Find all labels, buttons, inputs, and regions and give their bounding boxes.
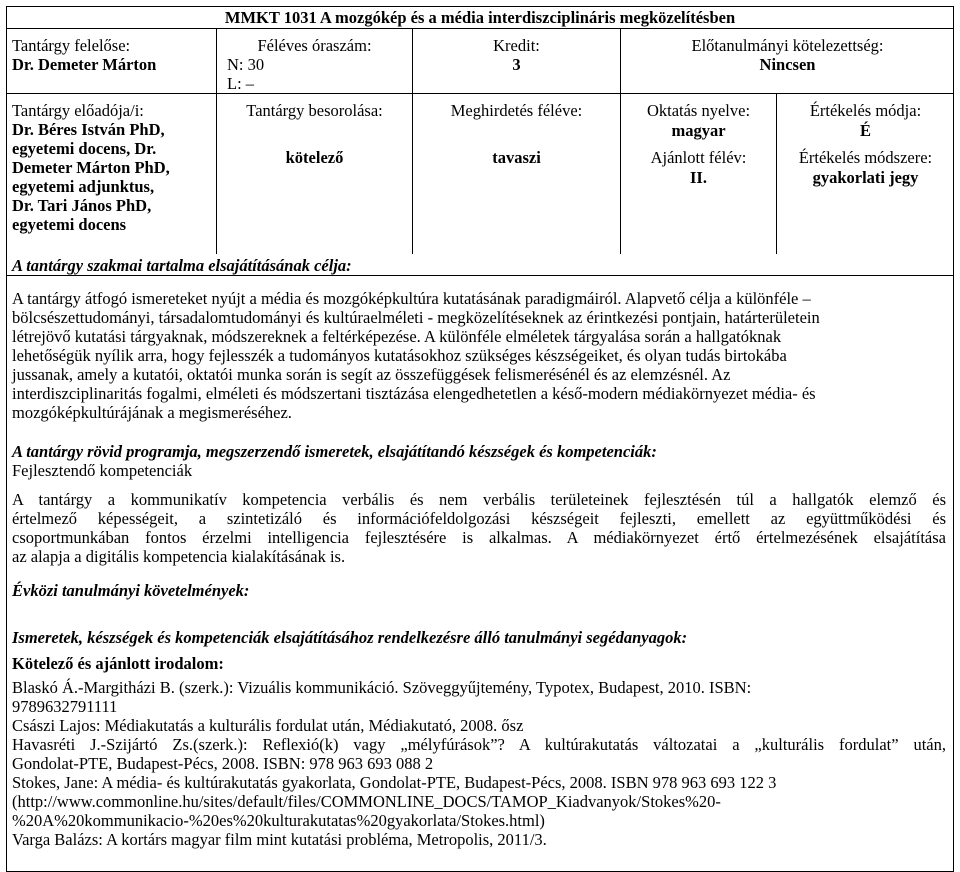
prereq-label: Előtanulmányi kötelezettség: bbox=[691, 36, 884, 55]
program-line: A tantárgy a kommunikatív kompetencia verbális és nem verbális területeinek fejlesztésén túl a hallgatók elemző és bbox=[12, 490, 946, 509]
aim-line: bölcsészettudományi, társadalomtudományi és kultúraelméleti - megközelítéseknek az érintkezési pontjain, határterületein bbox=[12, 308, 820, 327]
lecturer-line: egyetemi docens bbox=[12, 215, 127, 234]
aim-line: A tantárgy átfogó ismereteket nyújt a média és mozgóképkultúra kutatásának paradigmáiról. Alapvető célja a különféle – bbox=[12, 289, 811, 308]
evaluation-mode-value: É bbox=[859, 121, 871, 140]
lecturer-line: egyetemi adjunktus, bbox=[12, 177, 155, 196]
divider-under-title bbox=[6, 28, 954, 29]
hours-l: L: – bbox=[227, 74, 255, 93]
program-line: értelmező képességeit, a szintetizáló és információfeldolgozási készségeit fejleszti, emellett az együttműködési és bbox=[12, 509, 946, 528]
aim-line: létrejövő kutatási tárgyaknak, módszereknek a feltérképezése. A különféle elméletek tárgyalása során a hallgatóknak bbox=[12, 327, 782, 346]
literature-list bbox=[12, 678, 946, 849]
course-title: MMKT 1031 A mozgókép és a média interdiszciplináris megközelítésben bbox=[224, 8, 736, 27]
classification-value: kötelező bbox=[285, 148, 344, 167]
program-paragraph bbox=[12, 490, 946, 566]
literature-link[interactable]: (http://www.commonline.hu/sites/default/files/COMMONLINE_DOCS/TAMOP_Kiadvanyok/Stokes%20- bbox=[12, 792, 721, 811]
requirements-heading: Évközi tanulmányi követelmények: bbox=[12, 581, 250, 600]
literature-link[interactable]: %20A%20kommunikacio-%20es%20kulturakutatas%20gyakorlata/Stokes.html) bbox=[12, 811, 545, 830]
aim-line: lehetőségük nyílik arra, hogy fejlesszék a tudományos kutatásokhoz szükséges készségeiket, és olyan tudás birtokába bbox=[12, 346, 787, 365]
responsible-name: Dr. Demeter Márton bbox=[12, 55, 157, 74]
credit-label: Kredit: bbox=[493, 36, 540, 55]
credit-value: 3 bbox=[512, 55, 521, 74]
literature-line: Havasréti J.-Szijártó Zs.(szerk.): Reflexió(k) vagy „mélyfúrások”? A kultúrakutatás változatai a „kulturális fordulat” után, bbox=[12, 735, 946, 754]
program-subheading: Fejlesztendő kompetenciák bbox=[12, 461, 193, 480]
aim-line: jussanak, amely a kutatói, oktatói munka során is segít az összefüggések felismerésénél és az elemzésnél. Az bbox=[12, 365, 731, 384]
evaluation-mode-label: Értékelés módja: bbox=[809, 101, 922, 120]
literature-subheading: Kötelező és ajánlott irodalom: bbox=[12, 654, 224, 673]
aim-line: interdiszciplinaritás fogalmi, elméleti és módszertani tisztázása elengedhetetlen a késő-modern médiakörnyezet média- és bbox=[12, 384, 816, 403]
recommended-semester-value: II. bbox=[690, 168, 707, 187]
literature-line: Stokes, Jane: A média- és kultúrakutatás gyakorlata, Gondolat-PTE, Budapest-Pécs, 2008. ISBN 978 963 693 122 3 bbox=[12, 773, 777, 792]
semester-label: Meghirdetés féléve: bbox=[450, 101, 583, 120]
evaluation-method-label: Értékelés módszere: bbox=[798, 148, 933, 167]
literature-line: Császi Lajos: Médiakutatás a kulturális fordulat után, Médiakutató, 2008. ősz bbox=[12, 716, 524, 735]
language-label: Oktatás nyelve: bbox=[646, 101, 751, 120]
lecturer-line: Dr. Tari János PhD, bbox=[12, 196, 152, 215]
divider-under-row1 bbox=[6, 93, 954, 94]
responsible-label: Tantárgy felelőse: bbox=[12, 36, 131, 55]
program-line: csoportmunkában fontos érzelmi intelligencia fejlesztésére is alkalmas. A médiakörnyezet értő értelmezésének elsajátítása bbox=[12, 528, 946, 547]
program-line: az alapja a digitális kompetencia kialakításának is. bbox=[12, 547, 346, 566]
materials-heading: Ismeretek, készségek és kompetenciák elsajátításához rendelkezésre álló tanulmányi segédanyagok: bbox=[12, 628, 688, 647]
lecturer-line: Dr. Béres István PhD, bbox=[12, 120, 165, 139]
prereq-value: Nincsen bbox=[759, 55, 816, 74]
aim-line: mozgóképkultúrájának a megismeréséhez. bbox=[12, 403, 292, 422]
lecturer-line: egyetemi docens, Dr. bbox=[12, 139, 157, 158]
aim-paragraph bbox=[12, 289, 952, 422]
semester-value: tavaszi bbox=[492, 148, 541, 167]
literature-line: Blaskó Á.-Margitházi B. (szerk.): Vizuális kommunikáció. Szöveggyűjtemény, Typotex, Budapest, 2010. ISBN: bbox=[12, 678, 752, 697]
language-value: magyar bbox=[671, 121, 726, 140]
divider-under-aim-heading bbox=[6, 275, 954, 276]
lecturers-label: Tantárgy előadója/i: bbox=[12, 101, 144, 120]
hours-n: N: 30 bbox=[227, 55, 265, 74]
literature-line: 9789632791111 bbox=[12, 697, 118, 716]
col-divider-1 bbox=[216, 28, 217, 254]
classification-label: Tantárgy besorolása: bbox=[246, 101, 383, 120]
aim-heading: A tantárgy szakmai tartalma elsajátításának célja: bbox=[12, 256, 352, 275]
literature-line: Gondolat-PTE, Budapest-Pécs, 2008. ISBN: 978 963 693 088 2 bbox=[12, 754, 434, 773]
literature-line: Varga Balázs: A kortárs magyar film mint kutatási probléma, Metropolis, 2011/3. bbox=[12, 830, 547, 849]
lecturer-line: Demeter Márton PhD, bbox=[12, 158, 170, 177]
program-heading: A tantárgy rövid programja, megszerzendő ismeretek, elsajátítandó készségek és kompetenciák: bbox=[12, 442, 657, 461]
recommended-semester-label: Ajánlott félév: bbox=[650, 148, 747, 167]
evaluation-method-value: gyakorlati jegy bbox=[812, 168, 919, 187]
hours-label: Féléves óraszám: bbox=[257, 36, 372, 55]
